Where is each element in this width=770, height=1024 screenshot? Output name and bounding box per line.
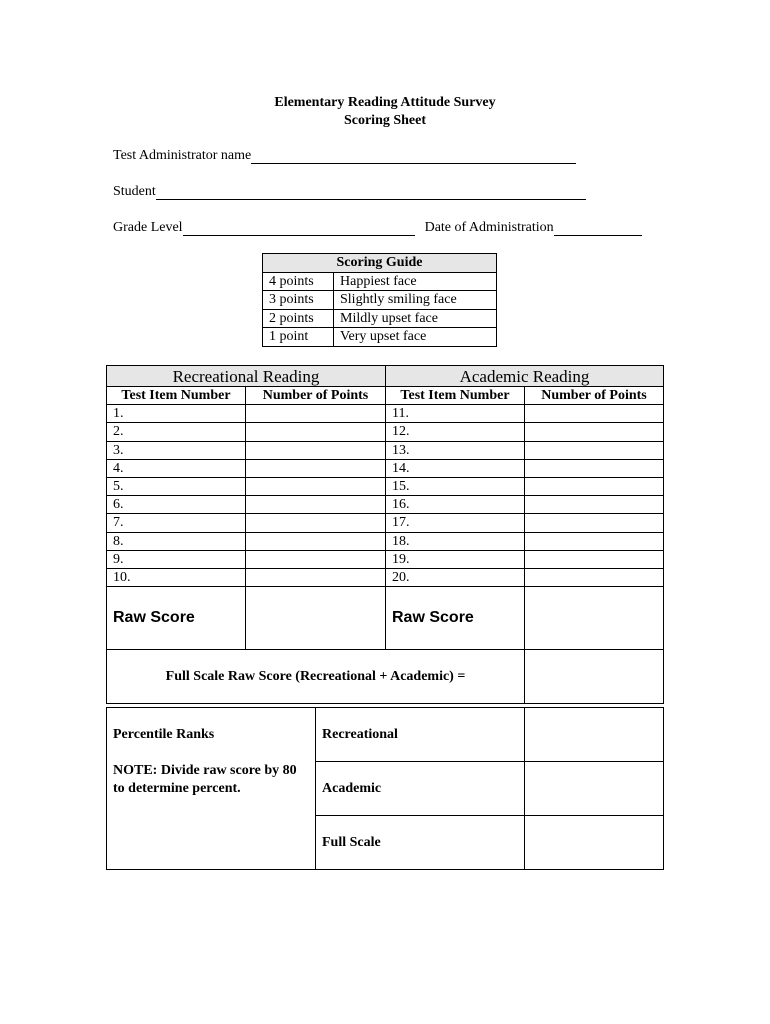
admin-name-field (113, 148, 576, 164)
percentile-cell (107, 708, 316, 870)
acad-item-number: 15. (386, 477, 525, 495)
acad-points-cell[interactable] (525, 496, 664, 514)
scoring-guide-row (263, 272, 497, 291)
scoring-guide-table (262, 253, 497, 347)
rank-recreational-label: Recreational (316, 708, 525, 762)
acad-item-col-header: Test Item Number (386, 387, 525, 405)
rec-points-cell[interactable] (246, 550, 386, 568)
rec-raw-score-label: Raw Score (107, 587, 246, 650)
item-rows (107, 405, 664, 587)
table-row (107, 405, 664, 423)
grade-level-label: Grade Level (113, 220, 183, 235)
guide-face: Mildly upset face (334, 309, 497, 328)
scoring-guide-row (263, 291, 497, 310)
rec-item-number: 8. (107, 532, 246, 550)
table-row (107, 532, 664, 550)
scoring-table (106, 365, 664, 704)
rec-item-number: 10. (107, 568, 246, 586)
acad-item-number: 17. (386, 514, 525, 532)
admin-name-line[interactable] (251, 151, 576, 164)
rec-item-number: 3. (107, 441, 246, 459)
acad-item-number: 19. (386, 550, 525, 568)
grade-date-field (113, 220, 642, 236)
acad-item-number: 20. (386, 568, 525, 586)
guide-face: Slightly smiling face (334, 291, 497, 310)
rank-academic-cell[interactable] (525, 762, 664, 816)
rec-item-number: 5. (107, 477, 246, 495)
survey-title: Elementary Reading Attitude Survey (274, 95, 496, 110)
rec-raw-score-cell[interactable] (246, 587, 386, 650)
student-label: Student (113, 184, 156, 199)
rank-academic-label: Academic (316, 762, 525, 816)
rec-item-number: 2. (107, 423, 246, 441)
guide-points: 2 points (263, 309, 334, 328)
acad-item-number: 14. (386, 459, 525, 477)
grade-level-line[interactable] (183, 223, 415, 236)
acad-item-number: 18. (386, 532, 525, 550)
acad-item-number: 16. (386, 496, 525, 514)
percentile-label: Percentile Ranks (113, 727, 215, 742)
table-row (107, 459, 664, 477)
academic-header: Academic Reading (386, 366, 664, 387)
acad-points-cell[interactable] (525, 441, 664, 459)
table-row (107, 477, 664, 495)
guide-points: 1 point (263, 328, 334, 347)
acad-points-cell[interactable] (525, 568, 664, 586)
acad-points-cell[interactable] (525, 550, 664, 568)
rec-points-cell[interactable] (246, 514, 386, 532)
rec-points-col-header: Number of Points (246, 387, 386, 405)
rec-points-cell[interactable] (246, 459, 386, 477)
acad-points-cell[interactable] (525, 459, 664, 477)
acad-points-cell[interactable] (525, 477, 664, 495)
guide-points: 3 points (263, 291, 334, 310)
acad-item-number: 11. (386, 405, 525, 423)
recreational-header: Recreational Reading (107, 366, 386, 387)
scoring-guide-title: Scoring Guide (263, 254, 497, 273)
table-row (107, 514, 664, 532)
rec-item-number: 9. (107, 550, 246, 568)
acad-item-number: 13. (386, 441, 525, 459)
acad-raw-score-cell[interactable] (525, 587, 664, 650)
rec-item-number: 1. (107, 405, 246, 423)
rec-points-cell[interactable] (246, 532, 386, 550)
survey-subtitle: Scoring Sheet (343, 113, 427, 128)
guide-face: Happiest face (334, 272, 497, 291)
acad-points-cell[interactable] (525, 405, 664, 423)
rec-points-cell[interactable] (246, 568, 386, 586)
student-line[interactable] (156, 187, 586, 200)
scoring-guide-row (263, 328, 497, 347)
acad-points-cell[interactable] (525, 514, 664, 532)
full-scale-label: Full Scale Raw Score (Recreational + Academic) = (107, 650, 525, 704)
guide-face: Very upset face (334, 328, 497, 347)
rec-points-cell[interactable] (246, 405, 386, 423)
rec-item-number: 7. (107, 514, 246, 532)
admin-name-label: Test Administrator name (113, 148, 252, 163)
acad-item-number: 12. (386, 423, 525, 441)
table-row (107, 423, 664, 441)
student-field (113, 184, 586, 200)
table-row (107, 550, 664, 568)
date-line[interactable] (554, 223, 642, 236)
percentile-table (106, 707, 664, 870)
rec-item-number: 4. (107, 459, 246, 477)
rec-points-cell[interactable] (246, 477, 386, 495)
table-row (107, 568, 664, 586)
rec-item-number: 6. (107, 496, 246, 514)
acad-points-cell[interactable] (525, 532, 664, 550)
guide-points: 4 points (263, 272, 334, 291)
date-label: Date of Administration (424, 220, 554, 235)
rec-points-cell[interactable] (246, 496, 386, 514)
acad-raw-score-label: Raw Score (386, 587, 525, 650)
rec-points-cell[interactable] (246, 441, 386, 459)
rec-points-cell[interactable] (246, 423, 386, 441)
percentile-note: NOTE: Divide raw score by 80 to determine percent. (113, 763, 297, 796)
table-row (107, 496, 664, 514)
rank-full-scale-label: Full Scale (316, 816, 525, 870)
full-scale-cell[interactable] (525, 650, 664, 704)
rank-recreational-cell[interactable] (525, 708, 664, 762)
acad-points-cell[interactable] (525, 423, 664, 441)
acad-points-col-header: Number of Points (525, 387, 664, 405)
rec-item-col-header: Test Item Number (107, 387, 246, 405)
table-row (107, 441, 664, 459)
scoring-guide-row (263, 309, 497, 328)
rank-full-scale-cell[interactable] (525, 816, 664, 870)
